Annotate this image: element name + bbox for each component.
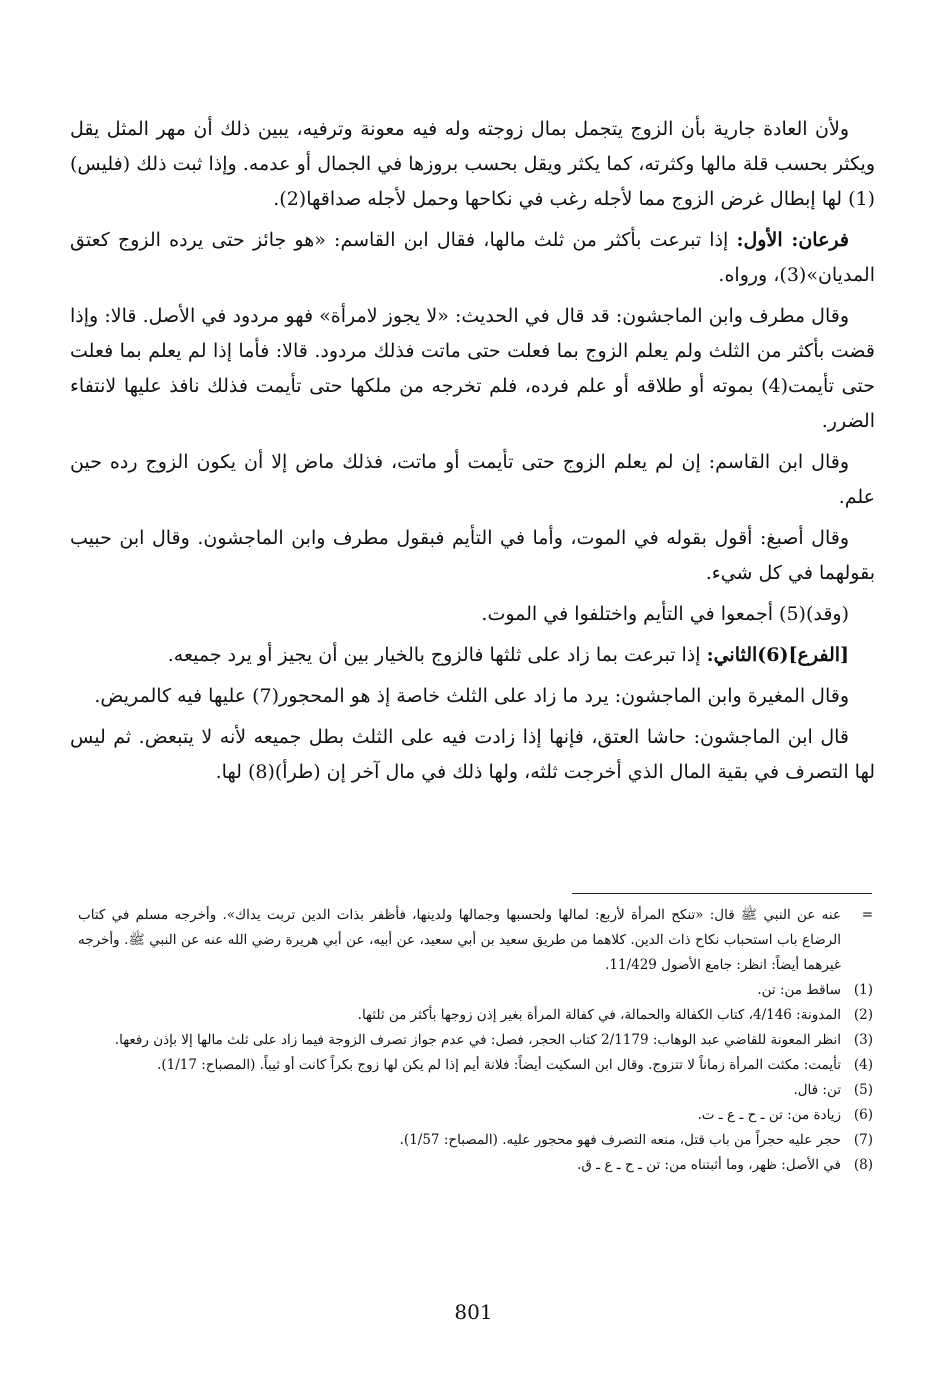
paragraph-1: ولأن العادة جارية بأن الزوج يتجمل بمال زوجته وله فيه معونة وترفيه، يبين ذلك أن مهر المثل يقل ويكثر بحسب قلة مالها وكثرته، كما يكثر ويقل بحسب بروزها في الجمال أو عدمه. وإذا ثبت ذلك (فليس)(1) لها إبطال غرض الزوج مما لأجله رغب في نكاحها وحمل لأجله صداقها(2). [70, 118, 875, 210]
footnote-text: عنه عن النبي ﷺ قال: «تنكح المرأة لأربع: لمالها ولحسبها وجمالها ولدينها، فأظفر بذات الدين تربت يداك». وأخرجه مسلم في كتاب الرضاع باب استحباب نكاح ذات الدين. كلاهما من طريق سعيد بن أبي سعيد، عن أبيه، عن أبي هريرة رضي الله عنه عن النبي ﷺ. وأخرجه غيرهما أيضاً: انظر: جامع الأصول 11/429. [78, 907, 841, 973]
footnote-divider [572, 893, 872, 894]
footnote-5 [78, 1078, 873, 1103]
paragraph-text: إذا تبرعت بما زاد على ثلثها فالزوج بالخيار بين أن يجيز أو يرد جميعه. [167, 644, 707, 666]
footnote-number: (5) [853, 1082, 873, 1098]
footnote-text: ساقط من: تن. [757, 982, 841, 998]
footnote-number: (7) [853, 1132, 873, 1148]
footnote-6 [78, 1103, 873, 1128]
footnote-7 [78, 1128, 873, 1153]
footnote-number: (6) [853, 1107, 873, 1123]
main-text [70, 112, 875, 796]
footnote-continuation [78, 903, 873, 978]
footnote-2 [78, 1003, 873, 1028]
paragraph-5: وقال أصبغ: أقول بقوله في الموت، وأما في التأيم فبقول مطرف وابن الماجشون. وقال ابن حبيب بقولهما في كل شيء. [70, 527, 875, 584]
page-number: 801 [454, 1300, 493, 1324]
paragraph-7 [70, 638, 875, 673]
paragraph-9: قال ابن الماجشون: حاشا العتق، فإنها إذا زادت فيه على الثلث بطل جميعه لأنه لا يتبعض. ثم ليس لها التصرف في بقية المال الذي أخرجت ثلثه، ولها ذلك في مال آخر إن (طرأ)(8) لها. [70, 726, 875, 783]
footnote-1 [78, 978, 873, 1003]
footnote-3 [78, 1028, 873, 1053]
paragraph-3: وقال مطرف وابن الماجشون: قد قال في الحديث: «لا يجوز لامرأة» فهو مردود في الأصل. قالا: وإذا قضت بأكثر من الثلث ولم يعلم الزوج بما فعلت حتى ماتت فذلك مردود. قالا: فأما إذا لم يعلم بما فعلت حتى تأيمت(4) بموته أو طلاقه أو علم فرده، فلم تخرجه من ملكها حتى تأيمت فذلك نافذ عليها لانتفاء الضرر. [70, 305, 875, 432]
footnote-text: زيادة من: تن ـ ح ـ ع ـ ت. [697, 1107, 841, 1123]
heading-lead: فرعان: الأول: [736, 229, 849, 251]
paragraph-6: (وقد)(5) أجمعوا في التأيم واختلفوا في الموت. [481, 603, 849, 625]
footnote-text: تن: قال. [793, 1082, 841, 1098]
footnote-text: انظر المعونة للقاضي عبد الوهاب: 2/1179 كتاب الحجر، فصل: في عدم جواز تصرف الزوجة فيما زاد على ثلث مالها إلا بإذن رفعها. [114, 1032, 841, 1048]
footnote-text: المدونة: 4/146، كتاب الكفالة والحمالة، في كفالة المرأة بغير إذن زوجها بأكثر من ثلثها. [357, 1007, 841, 1023]
footnotes [78, 903, 873, 1178]
footnote-text: تأيمت: مكثت المرأة زماناً لا تتزوج. وقال ابن السكيت أيضاً: فلانة أيم إذا لم يكن لها زوج بكراً كانت أو ثيباً. (المصباح: 1/17). [157, 1057, 841, 1073]
paragraph-8: وقال المغيرة وابن الماجشون: يرد ما زاد على الثلث خاصة إذ هو المحجور(7) عليها فيه كالمريض. [94, 685, 849, 707]
footnote-number: (3) [853, 1032, 873, 1048]
paragraph-2 [70, 223, 875, 293]
footnote-number: (1) [853, 982, 873, 998]
heading-lead: [الفرع](6)الثاني: [706, 644, 849, 666]
paragraph-text: إذا تبرعت بأكثر من ثلث مالها، فقال ابن القاسم: «هو جائز حتى يرده الزوج كعتق المديان»(3)، ورواه. [70, 229, 875, 286]
footnote-number: (2) [853, 1007, 873, 1023]
paragraph-4: وقال ابن القاسم: إن لم يعلم الزوج حتى تأيمت أو ماتت، فذلك ماض إلا أن يكون الزوج رده حين علم. [70, 451, 875, 508]
footnote-text: حجر عليه حجراً من باب قتل، منعه التصرف فهو محجور عليه. (المصباح: 1/57). [399, 1132, 841, 1148]
footnote-number: (4) [853, 1057, 873, 1073]
footnote-8 [78, 1153, 873, 1178]
footnote-4 [78, 1053, 873, 1078]
footnote-text: في الأصل: ظهر، وما أثبتناه من: تن ـ ح ـ ع ـ ق. [577, 1157, 841, 1173]
continuation-mark: = [861, 907, 873, 923]
footnote-number: (8) [853, 1157, 873, 1173]
